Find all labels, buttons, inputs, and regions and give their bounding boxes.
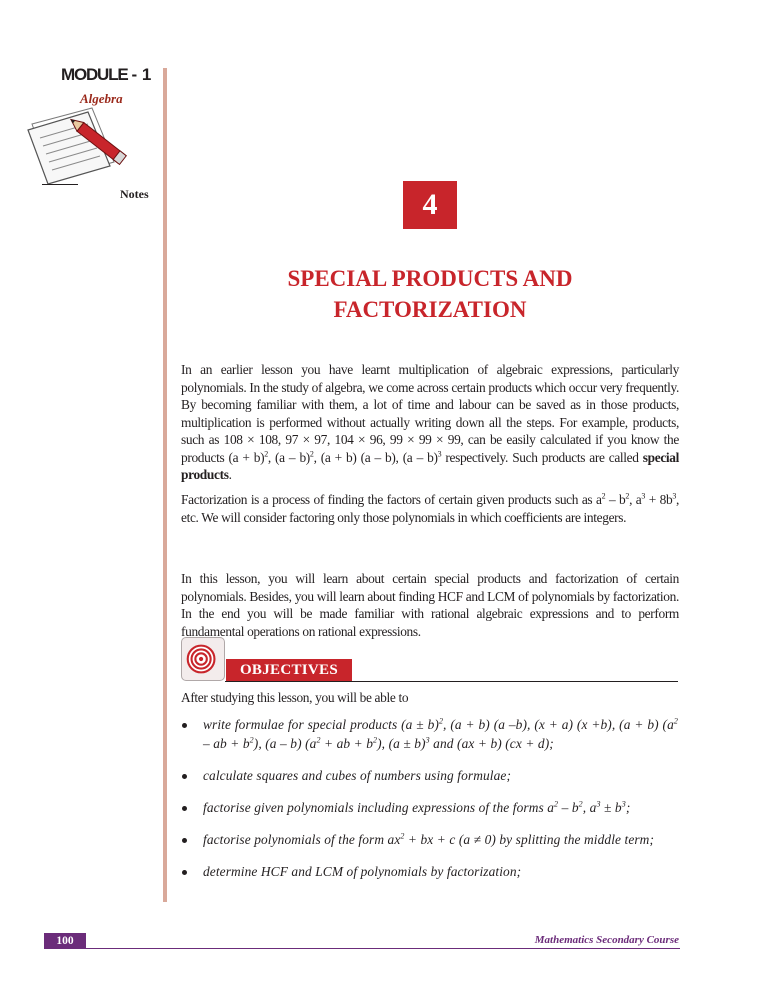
margin-divider [163,68,167,902]
bullet-dot-icon [182,806,187,811]
page-number: 100 [44,933,86,949]
special-products-term: special products [181,449,680,482]
target-icon [181,637,225,681]
bullet-dot-icon [182,774,187,779]
module-label: MODULE [61,65,128,84]
objective-item: determine HCF and LCM of polynomials by factorization; [181,862,678,881]
chapter-title [182,263,678,325]
module-number: - 1 [131,65,152,84]
chapter-number: 4 [403,181,457,229]
objectives-list [181,715,678,894]
course-title: Mathematics Secondary Course [534,934,679,946]
module-title [61,65,151,85]
notebook-pencil-icon [18,104,146,186]
chapter-title-line1: SPECIAL PRODUCTS AND [287,266,573,291]
factorization-paragraph: Factorization is a process of finding the factors of certain given products such as $a^2 - b^2$, $a^3 + 8b^3$, etc. We will consider factoring only those polynomials in which coefficients are integers. [181,491,680,525]
footer-rule [44,948,680,949]
objective-item: calculate squares and cubes of numbers using formulae; [181,766,678,785]
objectives-intro: After studying this lesson, you will be able to [181,690,409,705]
notes-label: Notes [120,187,149,201]
objectives-heading: OBJECTIVES [226,659,352,681]
bullet-dot-icon [182,838,187,843]
objective-item: factorise given polynomials including expressions of the forms $a^2 - b^2$, $a^3 \pm b^3$; [181,798,678,817]
bullet-dot-icon [182,723,187,728]
objective-item: factorise polynomials of the form $ax^2$ + bx + c (a ≠ 0) by splitting the middle term; [181,830,678,849]
notes-rule [42,184,78,185]
bullet-dot-icon [182,870,187,875]
lesson-overview-paragraph: In this lesson, you will learn about certain special products and factorization of certain polynomials. Besides, you will learn about finding HCF and LCM of polynomials by factorization. In the end you will be made familiar with rational algebraic expressions and to perform fundamental operations on rational expressions. [181,571,679,639]
chapter-title-line2: FACTORIZATION [333,297,527,322]
intro-paragraph: In an earlier lesson you have learnt multiplication of algebraic expressions, particularly polynomials. In the study of algebra, we come across certain products which occur very frequently. By becoming familiar with them, a lot of time and labour can be saved as in those products, multiplication is performed without actually writing down all the steps. For example, products, such as 108 × 108, 97 × 97, 104 × 96, 99 × 99 × 99, can be easily calculated if you know the products $(a + b)^2$, (a – b)$^2$, (a + b) (a – b), (a – b)$^3$ respectively. Such products are called special products. [181,362,680,482]
subject-label: Algebra [80,91,123,106]
objective-item: write formulae for special products $(a \pm b)^2$, (a + b) (a –b), (x + a) (x +b), (a + b) ($a^2$ – ab + $b^2$), (a – b) ($a^2$ + ab + $b^2$), $(a \pm b)^3$ and (ax + b) (cx + d); [181,715,678,753]
objectives-rule [225,681,678,682]
